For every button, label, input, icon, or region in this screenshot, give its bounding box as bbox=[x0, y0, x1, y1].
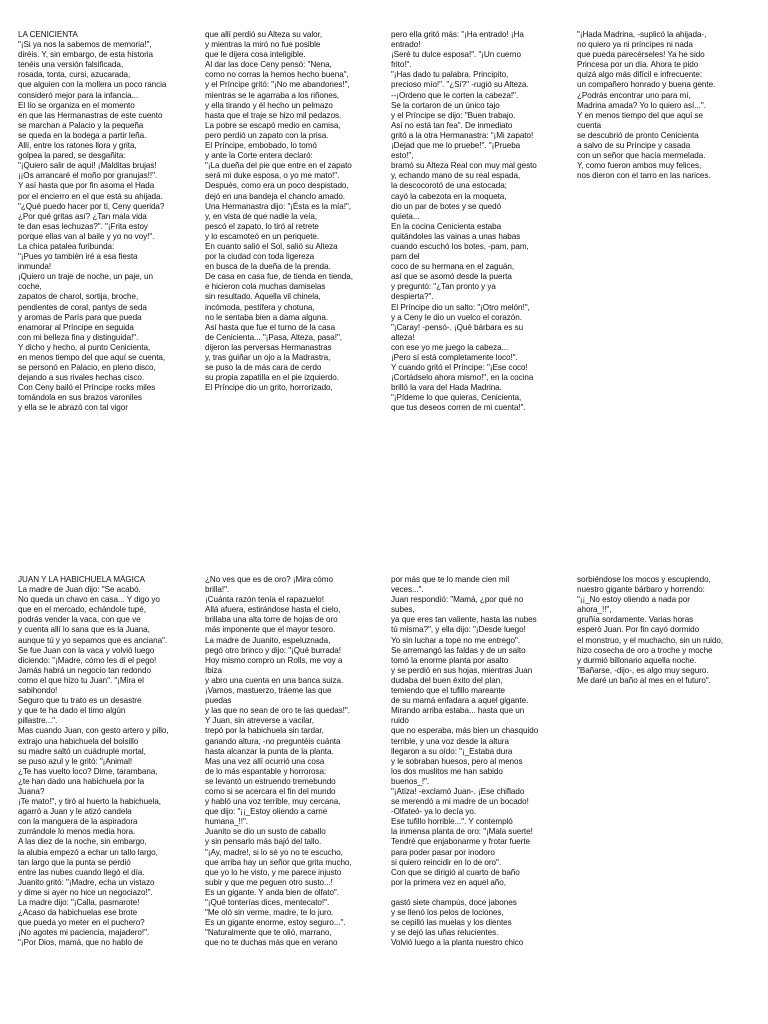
verse-line: su propia zapatilla en el pie izquierdo. bbox=[205, 373, 339, 383]
verse-line: sabihondo! bbox=[18, 686, 58, 696]
verse-line: despierta?". bbox=[391, 292, 434, 302]
verse-line: brillaba una alta torre de hojas de oro bbox=[205, 615, 338, 625]
verse-line: hasta alcanzar la punta de la planta. bbox=[205, 746, 334, 756]
verse-line: por más que te lo mande cien mil bbox=[391, 575, 510, 584]
verse-line: Princesa por un día. Ahora te pido bbox=[577, 60, 699, 70]
verse-line: te dan esas lechuzas?". "¡Frita estoy bbox=[18, 221, 148, 231]
verse-line: con ese yo me juego la cabeza... bbox=[391, 342, 509, 352]
verse-line: el monstruo, y el muchacho, sin un ruido, bbox=[577, 635, 724, 645]
verse-line: golpea la pared, se desgañita: bbox=[18, 151, 126, 161]
verse-line: "¡Caray! -pensó-. ¡Qué bárbara es su bbox=[391, 322, 524, 332]
verse-line: de lo más espantable y horrorosa: bbox=[205, 766, 327, 776]
verse-line: por la primera vez en aquel año, bbox=[391, 877, 506, 887]
verse-line: que le dijera cosa inteligible. bbox=[205, 50, 306, 60]
verse-line: se levantó un estruendo tremebundo bbox=[205, 776, 336, 786]
verse-line: se puso la de más cara de cerdo bbox=[205, 363, 322, 373]
verse-line: y lo escamoteó en un periquete. bbox=[205, 231, 320, 241]
verse-line: "¡Por Dios, mamá, que no hablo de bbox=[18, 938, 143, 948]
verse-line: Así hasta que fue el turno de la casa bbox=[205, 322, 336, 332]
verse-line: --¡Ordeno que le corten la cabeza!". bbox=[391, 90, 519, 100]
verse-line: se cepilló las muelas y los dientes bbox=[391, 918, 512, 928]
verse-line: rosada, tonta, cursi, azucarada, bbox=[18, 70, 131, 80]
verse-line: trepó por la habichuela sin tardar, bbox=[205, 726, 324, 736]
verse-line: ya que eres tan valiente, hasta las nubes bbox=[391, 615, 537, 625]
verse-line: ¡No agotes mi paciencia, majadero!". bbox=[18, 928, 150, 938]
verse-line: Una Hermanastra dijo: "¡Ésta es la mía!", bbox=[205, 201, 351, 211]
verse-line: se puso azul y le gritó: "¡Animal! bbox=[18, 756, 133, 766]
column-4 bbox=[577, 30, 749, 181]
verse-line: gruñía sordamente. Varias horas bbox=[577, 615, 694, 625]
verse-line: ¡¡Os arrancaré el moño por granujas!!". bbox=[18, 171, 158, 181]
story-title: JUAN Y LA HABICHUELA MÁGICA bbox=[18, 575, 146, 584]
verse-line: Así no está tan fea". De inmediato bbox=[391, 120, 513, 130]
verse-lines bbox=[391, 30, 563, 414]
verse-line: -Olfateó- ya lo decía yo. bbox=[391, 807, 477, 817]
verse-line: que arriba hay un señor que grita mucho, bbox=[205, 857, 352, 867]
verse-line: y el Príncipe gritó: "¡No me abandones!", bbox=[205, 80, 350, 90]
verse-line: Con que se dirigió al cuarto de baño bbox=[391, 867, 520, 877]
verse-line: que allí perdió su Alteza su valor, bbox=[205, 30, 323, 39]
column-4 bbox=[577, 575, 749, 686]
verse-line: Juana? bbox=[18, 786, 45, 796]
verse-line: subir y que me peguen otro susto...! bbox=[205, 877, 333, 887]
verse-line: ahora_!!", bbox=[577, 605, 612, 615]
verse-line: subes, bbox=[391, 605, 415, 615]
verse-line: quizá algo más difícil e infrecuente: bbox=[577, 70, 703, 80]
verse-line: con la manguera de la aspiradora bbox=[18, 817, 138, 827]
verse-line: buenos_!". bbox=[391, 776, 430, 786]
verse-line: para poder pasar por inodoro bbox=[391, 847, 495, 857]
column-1 bbox=[18, 575, 190, 948]
verse-line: Al dar las doce Ceny pensó: "Nena, bbox=[205, 60, 332, 70]
verse-line: de su mamá enfadara a aquel gigante. bbox=[391, 696, 529, 706]
verse-line: pillastre...". bbox=[18, 716, 58, 726]
verse-line: agarró a Juan y le atizó candela bbox=[18, 807, 132, 817]
verse-line: como si se acercara el fin del mundo bbox=[205, 786, 336, 796]
verse-line: por el encierro en el que está su ahijada. bbox=[18, 191, 163, 201]
verse-line: esperó Juan. Por fin cayó dormido bbox=[577, 625, 700, 635]
verse-line: Mas cuando Juan, con gesto artero y pillo, bbox=[18, 726, 169, 736]
verse-line: sin resultado. Aquella vil chinela, bbox=[205, 292, 321, 302]
verse-line: ¡Cuánta razón tenía el rapazuelo! bbox=[205, 595, 324, 605]
verse-line: veces...". bbox=[391, 585, 424, 595]
verse-line: "¡Ay, madre!, si lo sé yo no te escucho, bbox=[205, 847, 343, 857]
verse-line: Y cuando gritó el Príncipe: "¡Ese coco! bbox=[391, 363, 528, 373]
column-2 bbox=[205, 30, 377, 393]
verse-line: ¿te han dado una habichuela por la bbox=[18, 776, 145, 786]
verse-line: tan largo que la punta se perdió bbox=[18, 857, 131, 867]
verse-line: Y, como fueron ambos muy felices, bbox=[577, 161, 702, 171]
verse-line: tomándola en sus brazos varoniles bbox=[18, 393, 142, 403]
verse-line: Es un gigante enorme, estoy seguro...". bbox=[205, 918, 346, 928]
verse-line: "¡La dueña del pie que entre en el zapato bbox=[205, 161, 352, 171]
verse-line: en que las Hermanastras de este cuento bbox=[18, 110, 163, 120]
verse-line: los dos muslitos me han sabido bbox=[391, 766, 503, 776]
verse-line: quieta... bbox=[391, 211, 420, 221]
verse-line: y a Ceny le dio un vuelco el corazón. bbox=[391, 312, 522, 322]
column-1 bbox=[18, 30, 190, 414]
verse-line: Se fue Juan con la vaca y volvió luego bbox=[18, 645, 155, 655]
verse-line: llegaron a su oído: "¡_Estaba dura bbox=[391, 746, 513, 756]
story-la-cenicienta bbox=[0, 30, 768, 530]
verse-line: ¡Te mato!", y tiró al huerto la habichuela, bbox=[18, 797, 161, 807]
verse-line: como el que hizo tu Juan". "¡Mira el bbox=[18, 675, 144, 685]
verse-line: La pobre se escapó medio en camisa, bbox=[205, 120, 341, 130]
verse-line: ¿Por qué gritas así? ¿Tan mala vida bbox=[18, 211, 147, 221]
verse-line: "Naturalmente que te olió, marrano, bbox=[205, 928, 332, 938]
verse-line: con mi belleza fina y distinguida!". bbox=[18, 332, 139, 342]
verse-line: Después, como era un poco despistado, bbox=[205, 181, 349, 191]
verse-line: y aromas de París para que pueda bbox=[18, 312, 142, 322]
verse-line: entrado! bbox=[391, 40, 421, 50]
verse-line: inmunda! bbox=[18, 262, 52, 272]
verse-line: humana_!!". bbox=[205, 817, 248, 827]
verse-line: en busca de la dueña de la prenda. bbox=[205, 262, 331, 272]
verse-line: se personó en Palacio, en pleno disco, bbox=[18, 363, 156, 373]
verse-lines bbox=[577, 575, 749, 686]
verse-line: que no esperaba, más bien un chasquido bbox=[391, 726, 539, 736]
verse-line: podrás vender la vaca, con que ve bbox=[18, 615, 141, 625]
verse-line: extrajo una habichuela del bolsillo bbox=[18, 736, 139, 746]
verse-line: aunque tú y yo sepamos que es anciana". bbox=[18, 635, 168, 645]
verse-line: será mi duke esposa, o yo me mato!". bbox=[205, 171, 340, 181]
verse-lines bbox=[577, 30, 749, 181]
verse-line: y las que no sean de oro te las quedas!". bbox=[205, 706, 350, 716]
verse-line: "¡Qué tonterías dices, mentecato!". bbox=[205, 898, 330, 907]
verse-line: no le sentaba bien a dama alguna. bbox=[205, 312, 329, 322]
verse-line: "¡Has dado tu palabra. Principito, bbox=[391, 70, 509, 80]
verse-line: incómoda, pestífera y chotuna, bbox=[205, 302, 315, 312]
verse-line: pescó el zapato, lo tiró al retrete bbox=[205, 221, 319, 231]
verse-line: Jamás habrá un negocio tan redondo bbox=[18, 665, 151, 675]
verse-line: zurrándole lo menos media hora. bbox=[18, 827, 136, 837]
verse-line: Juanito gritó: "¡Madre, echa un vistazo bbox=[18, 877, 155, 887]
verse-line: ¡Vamos, mastuerzo, tráeme las que bbox=[205, 686, 332, 696]
story-juan-y-la-habichuela bbox=[0, 575, 768, 1024]
verse-line: que pueda yo meter en el puchero? bbox=[18, 918, 145, 928]
verse-line: porque ellas van al baile y yo no voy!". bbox=[18, 231, 155, 241]
verse-line: su madre saltó un cuádruple mortal, bbox=[18, 746, 146, 756]
verse-line: pam del bbox=[391, 252, 420, 262]
verse-line: zapatos de charol, sortija, broche, bbox=[18, 292, 139, 302]
verse-line: "¡Pídeme lo que quieras, Cenicienta, bbox=[391, 393, 522, 403]
verse-line: coco de su hermana en el zaguán, bbox=[391, 262, 515, 272]
verse-line: cuenta bbox=[577, 120, 602, 130]
verse-line: De casa en casa fue, de tienda en tienda, bbox=[205, 272, 353, 282]
verse-line: Hoy mismo compro un Rolls, me voy a bbox=[205, 655, 343, 665]
verse-line: Y dicho y hecho, al punto Cenicienta, bbox=[18, 342, 151, 352]
column-3 bbox=[391, 30, 563, 414]
verse-line: y ella se le abrazó con tal vigor bbox=[18, 403, 128, 413]
verse-line: ¡Pero sí está completamente loco!". bbox=[391, 353, 518, 362]
verse-line: cuando escuchó los botes, -pam, pam, bbox=[391, 241, 529, 251]
verse-line: y sin pensarlo más bajó del tallo. bbox=[205, 837, 322, 847]
verse-line: "¡Si ya nos la sabemos de memoria!", bbox=[18, 40, 152, 50]
verse-line: y preguntó: "¿Tan pronto y ya bbox=[391, 282, 496, 292]
verse-lines bbox=[18, 585, 190, 948]
verse-line: que no te duchas más que en verano bbox=[205, 938, 338, 948]
verse-line: Es un gigante. Y anda bien de olfato". bbox=[205, 887, 339, 897]
verse-line: "¡Quiero salir de aquí! ¡Malditas brujas! bbox=[18, 161, 157, 171]
verse-line: y abro una cuenta en una banca suiza. bbox=[205, 675, 344, 685]
verse-line: ¡Dejad que me lo pruebe!". "¡Prueba bbox=[391, 141, 521, 151]
verse-line: y le sobraban huesos, pero al menos bbox=[391, 756, 523, 766]
verse-line: La madre dijo: "¡Calla, pasmarote! bbox=[18, 898, 140, 907]
verse-line: diciendo: "¡Madre, cómo les di el pego! bbox=[18, 655, 157, 665]
verse-line: si quiero reincidir en lo de oro". bbox=[391, 857, 502, 867]
verse-line: nos dieron con el tarro en las narices. bbox=[577, 171, 711, 181]
verse-lines bbox=[18, 40, 190, 413]
verse-line: Con Ceny bailó el Príncipe rocks miles bbox=[18, 383, 156, 393]
verse-lines bbox=[205, 30, 377, 393]
verse-line: sorbiéndose los mocos y escupiendo, bbox=[577, 575, 711, 584]
verse-line: La madre de Juan dijo: "Se acabó. bbox=[18, 585, 141, 595]
verse-line: que yo lo he visto, y me parece injusto bbox=[205, 867, 342, 877]
verse-line: se descubrió de pronto Cenicienta bbox=[577, 130, 699, 140]
verse-line: Tendré que enjabonarme y frotar fuerte bbox=[391, 837, 531, 847]
verse-line: "¿Qué puedo hacer por ti, Ceny querida? bbox=[18, 201, 165, 211]
verse-line: nuestro gigante bárbaro y horrendo: bbox=[577, 585, 705, 595]
verse-line: y, echando mano de su real espada, bbox=[391, 171, 521, 181]
verse-line: dio un par de botes y se quedó bbox=[391, 201, 502, 211]
verse-line: brilló la vara del Hada Madrina. bbox=[391, 383, 502, 393]
verse-line: Se la cortaron de un único tajo bbox=[391, 100, 500, 110]
verse-line: alteza! bbox=[391, 332, 415, 342]
verse-line: no quiero ya ni príncipes ni nada bbox=[577, 40, 693, 50]
verse-line: y dime si ayer no hice un negociazo!". bbox=[18, 887, 153, 897]
verse-line: "¡¡_No estoy oliendo a nada por bbox=[577, 595, 690, 605]
verse-line: Ibiza bbox=[205, 665, 222, 675]
verse-line: dijeron las perversas Hermanastras bbox=[205, 342, 332, 352]
verse-line: e hicieron cola muchas damiselas bbox=[205, 282, 326, 292]
verse-line: quitándoles las vainas a unas habas bbox=[391, 231, 521, 241]
verse-line: y el Príncipe se dijo: "Buen trabajo. bbox=[391, 110, 516, 120]
verse-line: En la cocina Cenicienta estaba bbox=[391, 221, 502, 231]
verse-line: y ella tirando y él hecho un pelmazo bbox=[205, 100, 333, 110]
verse-line: Ese tufillo horrible...". Y contempló bbox=[391, 817, 513, 827]
verse-line: Volvió luego a la planta nuestro chico bbox=[391, 938, 524, 948]
verse-line: brilla!". bbox=[205, 585, 230, 595]
verse-line: bramó su Alteza Real con muy mal gesto bbox=[391, 161, 537, 171]
verse-line: enamorar al Príncipe en seguida bbox=[18, 322, 134, 332]
verse-line: mientras se le agarraba a los riñones, bbox=[205, 90, 340, 100]
verse-line: ¿Acaso da habichuelas ese brote bbox=[18, 908, 138, 918]
verse-line: El lío se organiza en el momento bbox=[18, 100, 135, 110]
verse-line: más imponente que el mayor tesoro. bbox=[205, 625, 336, 635]
verse-line: Juan respondió: "Mamá, ¿por qué no bbox=[391, 595, 524, 605]
story-title: LA CENICIENTA bbox=[18, 30, 78, 39]
verse-line: así que se asomó desde la puerta bbox=[391, 272, 512, 282]
verse-lines bbox=[391, 575, 563, 948]
column-2 bbox=[205, 575, 377, 948]
verse-line: a salvo de su Príncipe y casada bbox=[577, 141, 691, 151]
verse-line: por la ciudad con toda ligereza bbox=[205, 252, 315, 262]
verse-line: Y así hasta que por fin asoma el Hada bbox=[18, 181, 155, 191]
verse-line: El Príncipe, embobado, lo tomó bbox=[205, 141, 317, 151]
verse-line bbox=[391, 888, 563, 898]
verse-line: Mas una vez allí ocurrió una cosa bbox=[205, 756, 325, 766]
verse-line: No queda un chavo en casa... Y digo yo bbox=[18, 595, 160, 605]
verse-line: terrible, y una voz desde la altura bbox=[391, 736, 509, 746]
verse-line: cayó la cabezota en la moqueta, bbox=[391, 191, 507, 201]
verse-line: "Me oló sin verme, madre, te lo juro. bbox=[205, 908, 334, 918]
verse-line: y durmió billonario aquella noche. bbox=[577, 655, 697, 665]
verse-line: Y Juan, sin atreverse a vacilar, bbox=[205, 716, 314, 726]
verse-line: esto!", bbox=[391, 151, 414, 161]
verse-line: Yo sin luchar a tope no me entrego". bbox=[391, 635, 521, 645]
verse-line: se marchan a Palacio y la pequeña bbox=[18, 120, 144, 130]
verse-line: frito!". bbox=[391, 60, 412, 70]
verse-line: la inmensa planta de oro: "¡Mala suerte! bbox=[391, 827, 533, 837]
verse-line: pero ella gritó más: "¡Ha entrado! ¡Ha bbox=[391, 30, 524, 39]
verse-line: ¡Cortádselo ahora mismo!", en la cocina bbox=[391, 373, 534, 383]
verse-line: dudaba del buen éxito del plan, bbox=[391, 675, 503, 685]
verse-line: ¿No ves que es de oro? ¡Mira cómo bbox=[205, 575, 333, 584]
verse-line: Juanito se dio un susto de caballo bbox=[205, 827, 326, 837]
verse-line: pendientes de coral, pantys de seda bbox=[18, 302, 147, 312]
verse-line: y que te ha dado el timo algún bbox=[18, 706, 126, 716]
verse-line: gritó a la otra Hermanastra: "¡Mi zapato! bbox=[391, 130, 534, 140]
verse-line: hasta que el traje se hizo mil pedazos. bbox=[205, 110, 342, 120]
verse-line: "¡Hada Madrina, -suplicó la ahijada-, bbox=[577, 30, 707, 39]
verse-line: Seguro que tu trato es un desastre bbox=[18, 696, 142, 706]
verse-line: que tus deseos corren de mi cuenta!". bbox=[391, 403, 526, 413]
verse-line: La chica patalea furibunda: bbox=[18, 241, 115, 251]
verse-line: ¡Seré tu dulce esposa!". "¡Un cuerno bbox=[391, 50, 521, 60]
verse-line: y habló una voz terrible, muy cercana, bbox=[205, 797, 341, 807]
verse-line: la alubia empezó a echar un tallo largo, bbox=[18, 847, 158, 857]
verse-line: gastó siete champús, doce jabones bbox=[391, 898, 517, 907]
column-3 bbox=[391, 575, 563, 948]
verse-line: que dijo: "¡¡_Estoy oliendo a carne bbox=[205, 807, 328, 817]
verse-line: tenéis una versión falsificada, bbox=[18, 60, 124, 70]
verse-line: que en el mercado, echándole tupé, bbox=[18, 605, 146, 615]
verse-line: Allí, entre los ratones llora y grita, bbox=[18, 141, 137, 151]
verse-line: y cuenta allí lo sana que es la Juana, bbox=[18, 625, 150, 635]
verse-line: como no corras la hemos hecho buena", bbox=[205, 70, 349, 80]
verse-line: El Príncipe dio un salto: "¡Otro melón!", bbox=[391, 302, 530, 312]
verse-line: Allá afuera, estirándose hasta el cielo, bbox=[205, 605, 341, 615]
verse-line: A las diez de la noche, sin embargo, bbox=[18, 837, 147, 847]
verse-line: temiendo que el tufillo mareante bbox=[391, 686, 506, 696]
verse-line: puedas bbox=[205, 696, 232, 706]
verse-line: con un señor que hacía mermelada. bbox=[577, 151, 706, 161]
verse-line: consideró mejor para la infancia... bbox=[18, 90, 139, 100]
verse-line: ganando altura, -no preguntéis cuánta bbox=[205, 736, 341, 746]
verse-line: ¿Te has vuelto loco? Dime, tarambana, bbox=[18, 766, 158, 776]
verse-line: de Cenicienta... "¡Pasa, Alteza, pasa!", bbox=[205, 332, 343, 342]
verse-line: que alguien con la mollera un poco rancia bbox=[18, 80, 167, 90]
verse-line: ¿Podrás encontrar uno para mí, bbox=[577, 90, 691, 100]
verse-line: En cuanto salió el Sol, salió su Alteza bbox=[205, 241, 338, 251]
verse-line: diréis. Y, sin embargo, de esta historia bbox=[18, 50, 153, 60]
verse-line: pegó otro brinco y dijo: "¡Qué burrada! bbox=[205, 645, 341, 655]
verse-line: "¡Pues yo también iré a esa fiesta bbox=[18, 252, 138, 262]
verse-line: dejando a sus rivales hechas cisco. bbox=[18, 373, 145, 383]
verse-line: en menos tiempo del que aquí se cuenta, bbox=[18, 353, 166, 362]
verse-line: entre las nubes cuando llegó el día. bbox=[18, 867, 145, 877]
verse-line: la descocorotó de una estocada; bbox=[391, 181, 507, 191]
verse-line: que pueda parecérseles! Ya he sido bbox=[577, 50, 705, 60]
verse-line: Me daré un baño al mes en el futuro". bbox=[577, 675, 711, 685]
verse-line: se queda en la bodega a partir leña. bbox=[18, 130, 147, 140]
verse-line: ¡Quiero un traje de noche, un paje, un bbox=[18, 272, 153, 282]
verse-line: hizo cosecha de oro a troche y moche bbox=[577, 645, 713, 655]
verse-line: tomó la enorme planta por asalto bbox=[391, 655, 509, 665]
verse-line: Se arremangó las faldas y de un salto bbox=[391, 645, 526, 655]
verse-line: y mientras la miró no fue posible bbox=[205, 40, 321, 50]
verse-line: precioso mío!". "¿Sí?" -rugió su Alteza. bbox=[391, 80, 529, 90]
verse-line: se merendó a mi madre de un bocado! bbox=[391, 797, 529, 807]
verse-line: La madre de Juanito, espeluznada, bbox=[205, 635, 331, 645]
verse-line: y, en vista de que nadie la veía, bbox=[205, 211, 318, 221]
verse-line: un compañero honrado y buena gente. bbox=[577, 80, 716, 90]
verse-line: tú misma?", y ella dijo: "¡Desde luego! bbox=[391, 625, 526, 635]
verse-line: ruido bbox=[391, 716, 409, 726]
verse-line: y se llenó los pelos de lociones, bbox=[391, 908, 504, 918]
verse-line: pero perdió un zapato con la prisa. bbox=[205, 130, 329, 140]
verse-line: y ante la Corte entera declaró: bbox=[205, 151, 313, 161]
verse-line: "Bañarse, -dijo-, es algo muy seguro. bbox=[577, 665, 709, 675]
verse-line: y se dejó las uñas relucientes. bbox=[391, 928, 499, 938]
verse-line: El Príncipe dio un grito, horrorizado, bbox=[205, 383, 333, 393]
verse-line: coche, bbox=[18, 282, 42, 292]
verse-line: Y en menos tiempo del que aquí se bbox=[577, 110, 704, 120]
verse-lines bbox=[205, 575, 377, 948]
verse-line: y se perdió en sus hojas, mientras Juan bbox=[391, 665, 533, 675]
verse-line: Mirando arriba estaba... hasta que un bbox=[391, 706, 525, 716]
verse-line: "¡Atiza! -exclamó Juan-. ¡Ese chiflado bbox=[391, 786, 525, 796]
verse-line: Madrina amada? Yo lo quiero así...". bbox=[577, 100, 706, 110]
verse-line: y, tras guiñar un ojo a la Madrastra, bbox=[205, 353, 331, 362]
verse-line: dejó en una bandeja el chanclo amado. bbox=[205, 191, 345, 201]
